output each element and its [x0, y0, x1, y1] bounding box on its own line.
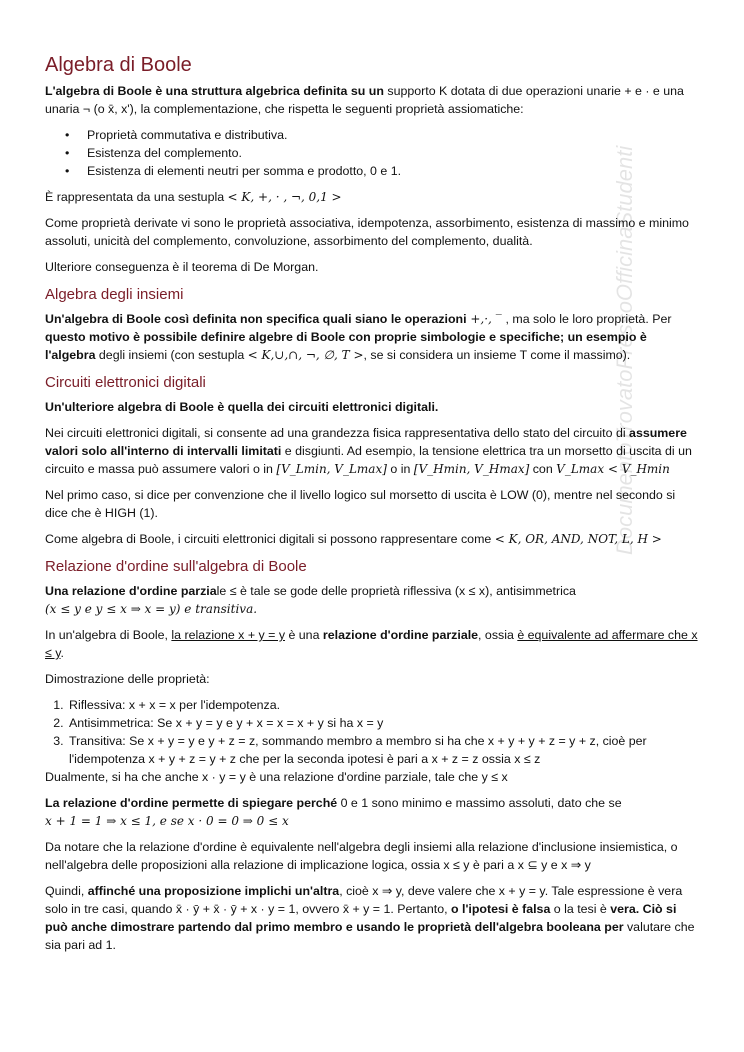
- eq-text-a: In un'algebra di Boole,: [45, 628, 172, 642]
- ordine-definition: [45, 582, 700, 618]
- implication-paragraph: [45, 882, 700, 954]
- list-item: • Proprietà commutativa e distributiva.: [87, 126, 700, 144]
- list-item: • Esistenza del complemento.: [87, 144, 700, 162]
- impl-a: Quindi,: [45, 884, 88, 898]
- page-title: Algebra di Boole: [45, 54, 192, 76]
- sestupla-math: < K, +, · , ¬, 0,1 >: [227, 190, 342, 204]
- inclusion-paragraph: Da notare che la relazione d'ordine è equivalente nell'algebra degli insiemi alla relazione d'inclusione insiemistica, o nell'algebra delle proposizioni alla relazione di implicazione logica, ossia x ≤ y è pari a x ⊆ y e x ⇒ y: [45, 840, 678, 872]
- proof-list: [45, 696, 700, 768]
- ordine-math: (x ≤ y e y ≤ x ⇒ x = y) e transitiva.: [45, 602, 258, 616]
- axiom-list: [45, 126, 700, 180]
- range-condition: V_Lmax < V_Hmin: [556, 462, 670, 476]
- derived-properties: Come proprietà derivate vi sono le proprietà associativa, idempotenza, assorbimento, esistenza di massimo e minimo assoluti, unicità del complemento, convoluzione, assorbimento del complemento, dualità.: [45, 216, 689, 248]
- insiemi-bold2: questo motivo è possibile definire algebre di Boole con proprie simbologie e specifiche; un esempio è l'algebra: [45, 330, 647, 362]
- range-high: [V_Hmin, V_Hmax]: [413, 462, 530, 476]
- min-max-bold: La relazione d'ordine permette di spiegare perché: [45, 796, 338, 810]
- heading-insiemi: Algebra degli insiemi: [45, 286, 184, 303]
- heading-ordine: Relazione d'ordine sull'algebra di Boole: [45, 558, 307, 575]
- insiemi-ops: +,·, ‾: [466, 312, 506, 326]
- impl-e: o la tesi è: [550, 902, 611, 916]
- eq-text-b: è una: [285, 628, 323, 642]
- dimostrazione-label: Dimostrazione delle proprietà:: [45, 672, 210, 686]
- circuiti-intro-text: Un'ulteriore algebra di Boole è quella dei circuiti elettronici digitali.: [45, 400, 439, 414]
- min-max-paragraph: [45, 794, 700, 830]
- list-item: • Esistenza di elementi neutri per somma e prodotto, 0 e 1.: [87, 162, 700, 180]
- circuiti-text-d: o in: [386, 462, 414, 476]
- eq-underline-2: è equivalente ad affermare che x ≤ y: [45, 628, 698, 660]
- circuiti-bold: assumere valori solo all'interno di intervalli limitati: [45, 426, 687, 458]
- circuiti-text-a: Nei circuiti elettronici digitali, si consente ad una grandezza fisica rappresentativa dello stato del circuito di: [45, 426, 630, 440]
- ordine-bold: Una relazione d'ordine parzia: [45, 584, 217, 598]
- circuiti-paragraph: [45, 424, 700, 478]
- insiemi-mid: , ma solo le loro proprietà. Per: [505, 312, 672, 326]
- circuiti-sestupla: [45, 530, 700, 548]
- impl-c: , cioè x ⇒ y, deve valere che x + y = y. Tale espressione è vera solo in tre casi, quando x̄ · ȳ + x̄ · ȳ + x · y = 1, ovvero x̄ + y = 1. Pertanto,: [45, 884, 683, 916]
- circuiti-sestupla-math: < K, OR, AND, NOT, L, H >: [494, 532, 662, 546]
- document-page: [45, 52, 700, 962]
- list-item: 1. Riflessiva: x + x = x per l'idempotenza.: [67, 696, 700, 714]
- range-low: [V_Lmin, V_Lmax]: [276, 462, 387, 476]
- eq-text-d: .: [60, 646, 64, 660]
- dual-paragraph: Dualmente, si ha che anche x · y = y è una relazione d'ordine parziale, tale che y ≤ x: [45, 770, 508, 784]
- ordine-text: le ≤ è tale se gode delle proprietà riflessiva (x ≤ x), antisimmetrica: [216, 584, 576, 598]
- sestupla-paragraph: [45, 188, 700, 206]
- impl-bold-d: o l'ipotesi è falsa: [450, 902, 551, 916]
- list-item: 3. Transitiva: Se x + y = y e y + z = z, sommando membro a membro si ha che x + y + y + z = y + z, cioè per l'idempotenza x + y + z = y + z che per la seconda ipotesi è pari a x + z = z ossia x ≤ z: [67, 732, 700, 768]
- list-item: 2. Antisimmetrica: Se x + y = y e y + x = x = x + y si ha x = y: [67, 714, 700, 732]
- intro-bold: L'algebra di Boole è una struttura algebrica definita su un: [45, 84, 384, 98]
- low-high-paragraph: Nel primo caso, si dice per convenzione che il livello logico sul morsetto di uscita è LOW (0), mentre nel secondo si dice che è HIGH (1).: [45, 488, 676, 520]
- de-morgan-note: Ulteriore conseguenza è il teorema di De Morgan.: [45, 260, 319, 274]
- circuiti-text-c: e disgiunti. Ad esempio, la tensione elettrica tra un morsetto di uscita di un circuito e massa può assumere valori o in: [45, 444, 692, 476]
- sestupla-text: È rappresentata da una sestupla: [45, 190, 228, 204]
- watermark: DocumentoTrovatoPressoOfficinaStudenti: [612, 145, 637, 555]
- min-max-math: x + 1 = 1 ⇒ x ≤ 1, e se x · 0 = 0 ⇒ 0 ≤ x: [45, 814, 289, 828]
- insiemi-paragraph: [45, 310, 700, 364]
- impl-bold-f: vera. Ciò si può anche dimostrare partendo dal primo membro e usando le proprietà dell'algebra booleana per: [45, 902, 677, 934]
- impl-bold-b: affinché una proposizione implichi un'altra: [87, 884, 340, 898]
- circuiti-text-e: con: [529, 462, 557, 476]
- circuiti-sestupla-text: Come algebra di Boole, i circuiti elettronici digitali si possono rappresentare come: [45, 532, 495, 546]
- ordine-equivalence: [45, 626, 700, 662]
- intro-rest: supporto K dotata di due operazioni unarie + e · e una unaria ¬ (o x̄, x'), la complementazione, che rispetta le seguenti proprietà assiomatiche:: [45, 84, 684, 116]
- min-max-text: 0 e 1 sono minimo e massimo assoluti, dato che se: [337, 796, 622, 810]
- insiemi-rest: degli insiemi (con sestupla: [95, 348, 248, 362]
- circuiti-intro: [45, 398, 700, 416]
- eq-text-c: , ossia: [478, 628, 518, 642]
- insiemi-bold: Un'algebra di Boole così definita non specifica quali siano le operazioni: [45, 312, 467, 326]
- intro-paragraph: [45, 82, 700, 118]
- heading-circuiti: Circuiti elettronici digitali: [45, 374, 206, 391]
- insiemi-end: , se si considera un insieme T come il massimo).: [363, 348, 631, 362]
- impl-g: valutare che sia pari ad 1.: [45, 920, 695, 952]
- eq-bold: relazione d'ordine parziale: [322, 628, 479, 642]
- insiemi-math: < K,∪,∩, ¬, ∅, T >: [247, 348, 364, 362]
- eq-underline-1: la relazione x + y = y: [171, 628, 286, 642]
